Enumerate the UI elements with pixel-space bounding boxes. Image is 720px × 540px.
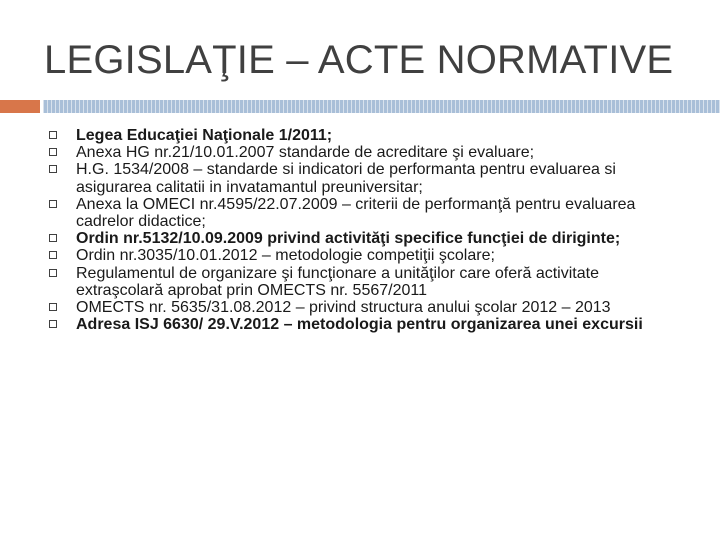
title-accent-bar-blue [43, 100, 720, 113]
bullet-text: Ordin nr.3035/10.01.2012 – metodologie competiţii şcolare; [76, 247, 495, 265]
bullet-item [49, 247, 689, 264]
bullet-text: Anexa HG nr.21/10.01.2007 standarde de acreditare şi evaluare; [76, 144, 535, 162]
bullet-text: Legea Educaţiei Naţionale 1/2011; [76, 127, 333, 144]
bullet-item [49, 127, 689, 144]
bullet-text: H.G. 1534/2008 – standarde si indicatori de performanta pentru evaluarea si asigurarea calitatii in invatamantul preuniversitar; [76, 161, 616, 196]
hollow-square-icon [49, 131, 57, 139]
hollow-square-icon [49, 234, 57, 242]
slide-title: LEGISLAŢIE – ACTE NORMATIVE [44, 38, 674, 82]
bullet-list [49, 127, 689, 333]
bullet-text: OMECTS nr. 5635/31.08.2012 – privind structura anului şcolar 2012 – 2013 [76, 299, 611, 317]
bullet-item [49, 196, 689, 230]
bullet-item [49, 144, 689, 161]
bullet-text: Anexa la OMECI nr.4595/22.07.2009 – criterii de performanţă pentru evaluarea cadrelor didactice; [76, 195, 636, 231]
bullet-item [49, 265, 689, 299]
hollow-square-icon [49, 165, 57, 173]
hollow-square-icon [49, 303, 57, 311]
hollow-square-icon [49, 251, 57, 259]
hollow-square-icon [49, 320, 57, 328]
title-accent-bar-orange [0, 100, 40, 113]
bullet-text: Regulamentul de organizare şi funcţionare a unităţilor care oferă activitate extraşcolară aprobat prin OMECTS nr. 5567/2011 [76, 264, 599, 299]
bullet-item [49, 161, 689, 195]
bullet-item [49, 230, 689, 247]
hollow-square-icon [49, 269, 57, 277]
bullet-text: Ordin nr.5132/10.09.2009 privind activităţi specifice funcţiei de diriginte; [76, 230, 621, 248]
bullet-text: Adresa ISJ 6630/ 29.V.2012 – metodologia pentru organizarea unei excursii [76, 316, 643, 334]
hollow-square-icon [49, 200, 57, 208]
bullet-item [49, 316, 689, 333]
hollow-square-icon [49, 148, 57, 156]
bullet-item [49, 299, 689, 316]
